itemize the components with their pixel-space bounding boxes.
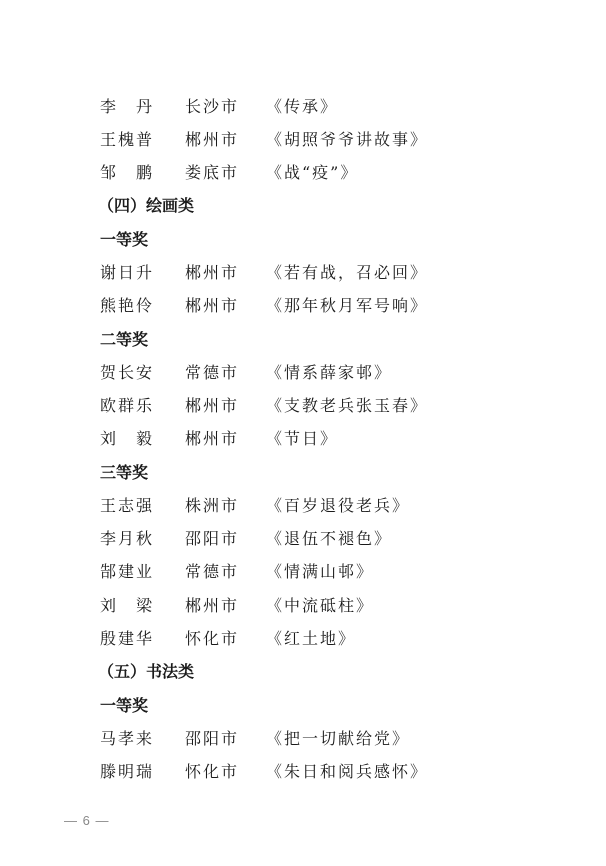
work-title: 《百岁退役老兵》	[266, 496, 411, 515]
winner-city: 邵阳市	[185, 529, 240, 548]
work-title: 《若有战，召必回》	[266, 263, 429, 282]
winner-name: 熊艳伶	[100, 296, 155, 315]
prize-heading-second: 二等奖	[100, 330, 149, 349]
winner-city: 郴州市	[185, 263, 240, 282]
winner-city: 郴州市	[185, 130, 240, 149]
work-title: 《红土地》	[266, 629, 357, 648]
page-number: — 6 —	[64, 813, 110, 828]
prize-heading-third: 三等奖	[100, 463, 149, 482]
work-title: 《支教老兵张玉春》	[266, 396, 429, 415]
work-title: 《节日》	[266, 429, 339, 448]
winner-name: 贺长安	[100, 363, 155, 382]
work-title: 《那年秋月军号响》	[266, 296, 429, 315]
winner-name: 李月秋	[100, 529, 155, 548]
prize-heading-first: 一等奖	[100, 230, 149, 249]
winner-name: 滕明瑞	[100, 762, 155, 781]
winner-name: 李 丹	[100, 97, 155, 116]
winner-city: 邵阳市	[185, 729, 240, 748]
winner-name: 王槐普	[100, 130, 155, 149]
winner-city: 郴州市	[185, 429, 240, 448]
winner-name: 刘 毅	[100, 429, 155, 448]
work-title: 《把一切献给党》	[266, 729, 411, 748]
prize-heading-first: 一等奖	[100, 696, 149, 715]
winner-name: 谢日升	[100, 263, 155, 282]
winner-city: 常德市	[185, 562, 240, 581]
winner-city: 怀化市	[185, 762, 240, 781]
winner-name: 郜建业	[100, 562, 155, 581]
winner-city: 娄底市	[185, 163, 240, 182]
work-title: 《战“疫”》	[266, 163, 359, 182]
winner-name: 殷建华	[100, 629, 155, 648]
winner-name: 邹 鹏	[100, 163, 155, 182]
winner-name: 马孝来	[100, 729, 155, 748]
winner-city: 郴州市	[185, 396, 240, 415]
work-title: 《情满山邨》	[266, 562, 375, 581]
winner-name: 刘 梁	[100, 596, 155, 615]
winner-city: 长沙市	[185, 97, 240, 116]
winner-city: 郴州市	[185, 596, 240, 615]
work-title: 《传承》	[266, 97, 339, 116]
winner-city: 常德市	[185, 363, 240, 382]
work-title: 《情系薛家邨》	[266, 363, 393, 382]
winner-city: 株洲市	[185, 496, 240, 515]
winner-name: 王志强	[100, 496, 155, 515]
winner-city: 郴州市	[185, 296, 240, 315]
section-heading-calligraphy: （五）书法类	[98, 662, 195, 681]
work-title: 《胡照爷爷讲故事》	[266, 130, 429, 149]
winner-city: 怀化市	[185, 629, 240, 648]
section-heading-painting: （四）绘画类	[98, 196, 195, 215]
work-title: 《朱日和阅兵感怀》	[266, 762, 429, 781]
work-title: 《中流砥柱》	[266, 596, 375, 615]
winner-name: 欧群乐	[100, 396, 155, 415]
work-title: 《退伍不褪色》	[266, 529, 393, 548]
